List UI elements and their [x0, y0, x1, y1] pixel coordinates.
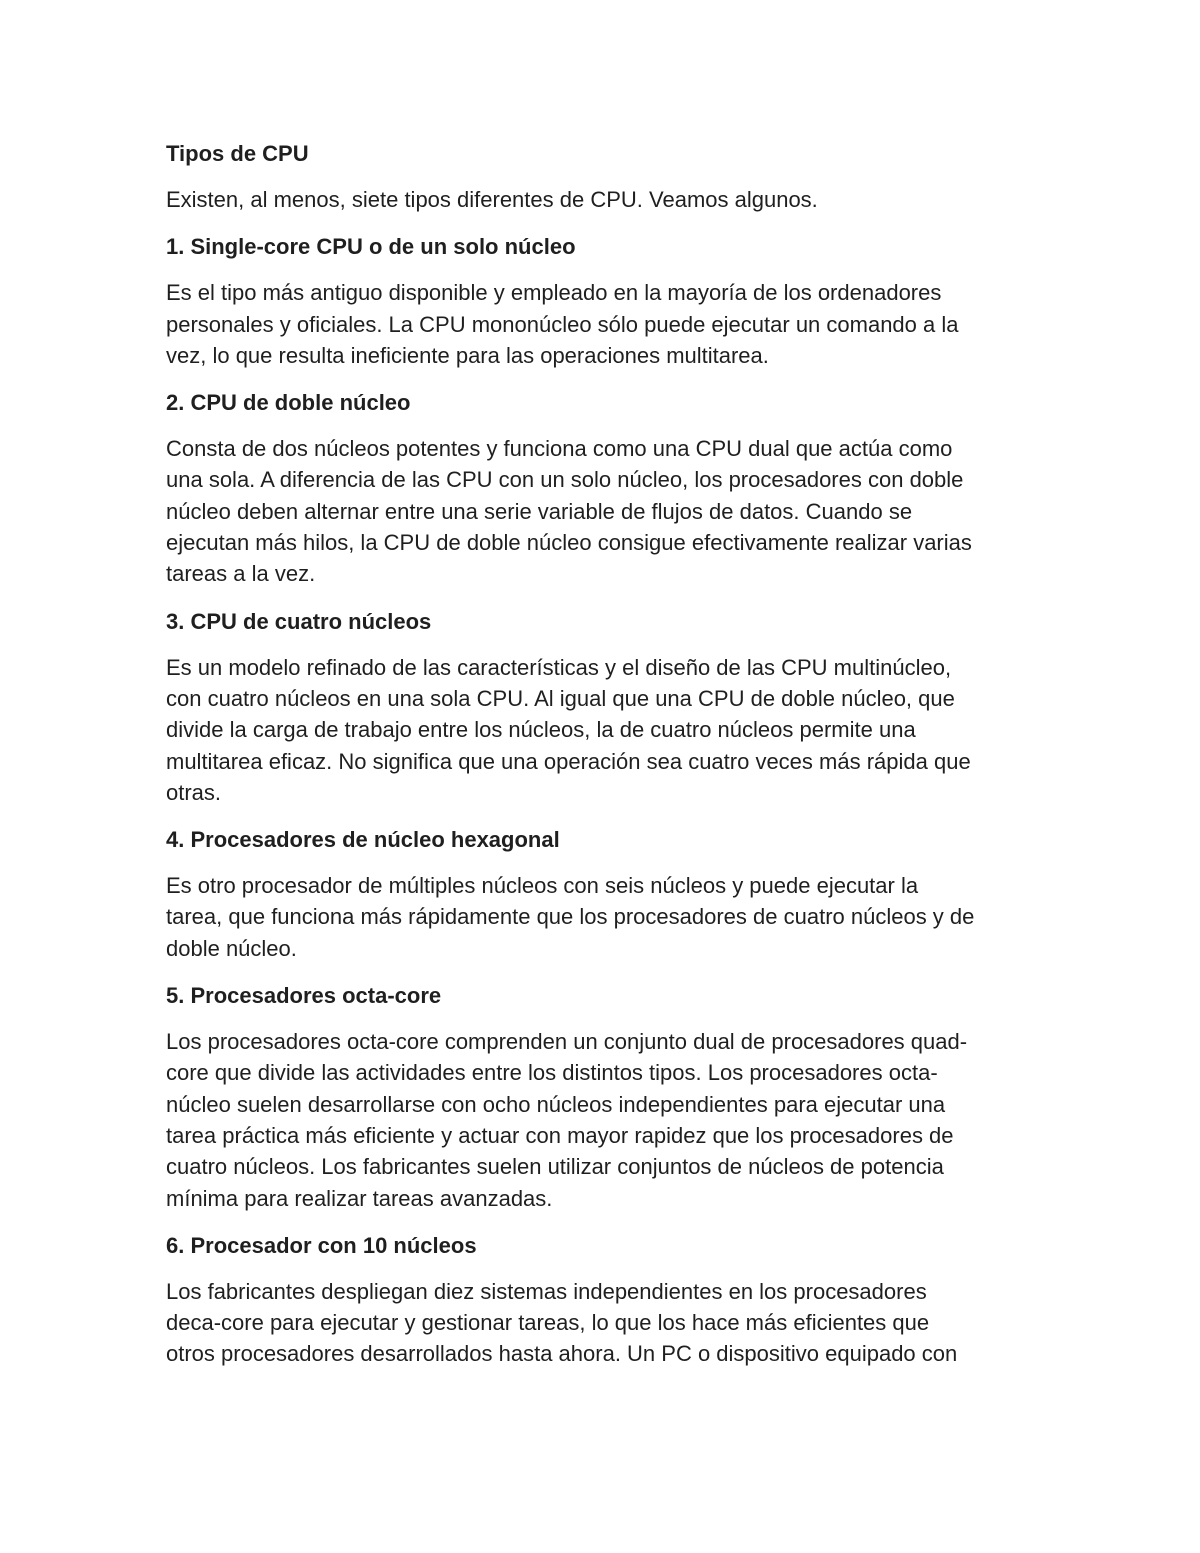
section-body-dual-core: Consta de dos núcleos potentes y funciona como una CPU dual que actúa como una sola. A diferencia de las CPU con un solo núcleo, los procesadores con doble núcleo deben alternar entre una serie variable de flujos de datos. Cuando se ejecutan más hilos, la CPU de doble núcleo consigue efectivamente realizar varias tareas a la vez. — [166, 436, 972, 587]
section-heading-octa-core: 5. Procesadores octa-core — [166, 983, 442, 1009]
section-heading-dual-core: 2. CPU de doble núcleo — [166, 390, 411, 416]
document-content — [166, 138, 1046, 1386]
section-body-hexa-core: Es otro procesador de múltiples núcleos con seis núcleos y puede ejecutar la tarea, que funciona más rápidamente que los procesadores de cuatro núcleos y de doble núcleo. — [166, 873, 975, 961]
section-body-single-core: Es el tipo más antiguo disponible y empleado en la mayoría de los ordenadores personales y oficiales. La CPU mononúcleo sólo puede ejecutar un comando a la vez, lo que resulta ineficiente para las operaciones multitarea. — [166, 280, 959, 368]
section-heading-hexa-core: 4. Procesadores de núcleo hexagonal — [166, 827, 560, 853]
document-title: Tipos de CPU — [166, 141, 309, 166]
section-body-quad-core: Es un modelo refinado de las características y el diseño de las CPU multinúcleo, con cuatro núcleos en una sola CPU. Al igual que una CPU de doble núcleo, que divide la carga de trabajo entre los núcleos, la de cuatro núcleos permite una multitarea eficaz. No significa que una operación sea cuatro veces más rápida que otras. — [166, 654, 971, 805]
section-heading-deca-core: 6. Procesador con 10 núcleos — [166, 1232, 477, 1258]
section-body-octa-core: Los procesadores octa-core comprenden un conjunto dual de procesadores quad- core que divide las actividades entre los distintos tipos. Los procesadores octa- núcleo suelen desarrollarse con ocho núcleos independientes para ejecutar una tarea práctica más eficiente y actuar con mayor rapidez que los procesadores de cuatro núcleos. Los fabricantes suelen utilizar conjuntos de núcleos de potencia mínima para realizar tareas avanzadas. — [166, 1029, 968, 1211]
intro-paragraph: Existen, al menos, siete tipos diferentes de CPU. Veamos algunos. — [166, 187, 818, 212]
section-body-deca-core: Los fabricantes despliegan diez sistemas independientes en los procesadores deca-core para ejecutar y gestionar tareas, lo que los hace más eficientes que otros procesadores desarrollados hasta ahora. Un PC o dispositivo equipado con — [166, 1278, 958, 1367]
section-heading-quad-core: 3. CPU de cuatro núcleos — [166, 608, 432, 634]
section-heading-single-core: 1. Single-core CPU o de un solo núcleo — [166, 234, 576, 260]
